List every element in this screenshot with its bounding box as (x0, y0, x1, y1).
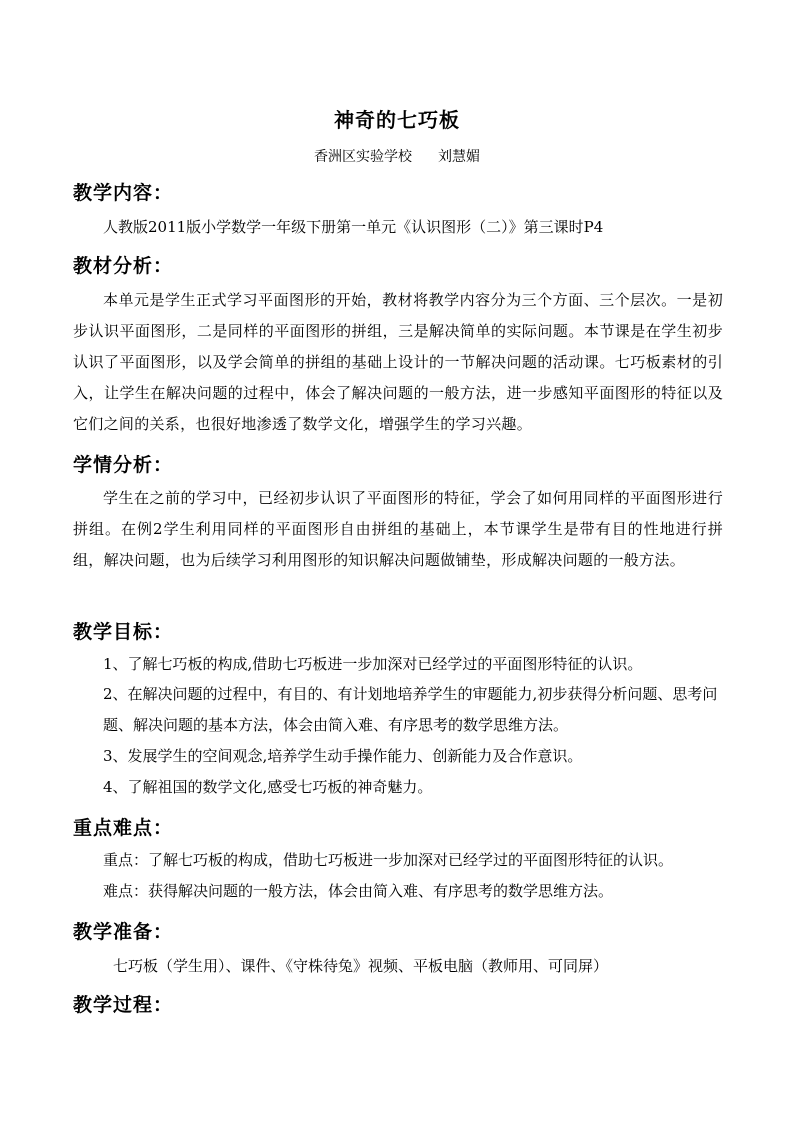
goal-item-3: 3、发展学生的空间观念,培养学生动手操作能力、创新能力及合作意识。 (103, 747, 583, 765)
heading-goals: 教学目标： (73, 621, 174, 643)
students-text: 学生在之前的学习中，已经初步认识了平面图形的特征，学会了如何用同样的平面图形进行拼组。在例2学生利用同样的平面图形自由拼组的基础上，本节课学生是带有目的性地进行拼组，解决问题，也为后续学习利用图形的知识解决问题做铺垫，形成解决问题的一般方法。 (73, 489, 723, 569)
heading-key-points: 重点难点： (73, 817, 174, 839)
key-point-text: 重点：了解七巧板的构成，借助七巧板进一步加深对已经学过的平面图形特征的认识。 (103, 851, 674, 869)
heading-analysis: 教材分析： (73, 255, 174, 277)
document-title: 神奇的七巧板 (334, 108, 460, 132)
heading-process: 教学过程： (73, 994, 174, 1016)
heading-preparation: 教学准备： (73, 921, 174, 943)
difficulty-text: 难点：获得解决问题的一般方法，体会由简入难、有序思考的数学思维方法。 (103, 882, 614, 900)
goal-item-2-text: 2、在解决问题的过程中，有目的、有计划地培养学生的审题能力,初步获得分析问题、思考问题、解决问题的基本方法，体会由简入难、有序思考的数学思维方法。 (103, 685, 718, 734)
preparation-text: 七巧板（学生用）、课件、《守株待兔》视频、平板电脑（教师用、可同屏） (113, 957, 609, 975)
school-name: 香洲区实验学校 (314, 149, 412, 165)
analysis-text: 本单元是学生正式学习平面图形的开始，教材将教学内容分为三个方面、三个层次。一是初步认识平面图形，二是同样的平面图形的拼组，三是解决简单的实际问题。本节课是在学生初步认识了平面图形，以及学会简单的拼组的基础上设计的一节解决问题的活动课。七巧板素材的引入，让学生在解决问题的过程中，体会了解决问题的一般方法，进一步感知平面图形的特征以及它们之间的关系，也很好地渗透了数学文化，增强学生的学习兴趣。 (73, 291, 723, 433)
heading-students: 学情分析： (73, 454, 174, 476)
heading-content: 教学内容： (73, 182, 174, 204)
goal-item-4: 4、了解祖国的数学文化,感受七巧板的神奇魅力。 (103, 778, 433, 796)
goal-item-2 (73, 679, 723, 741)
document-byline (0, 146, 794, 166)
author-name: 刘慧媚 (438, 149, 480, 165)
goal-item-1: 1、了解七巧板的构成,借助七巧板进一步加深对已经学过的平面图形特征的认识。 (103, 655, 643, 673)
content-text: 人教版2011版小学数学一年级下册第一单元《认识图形（二）》第三课时P4 (103, 218, 604, 236)
